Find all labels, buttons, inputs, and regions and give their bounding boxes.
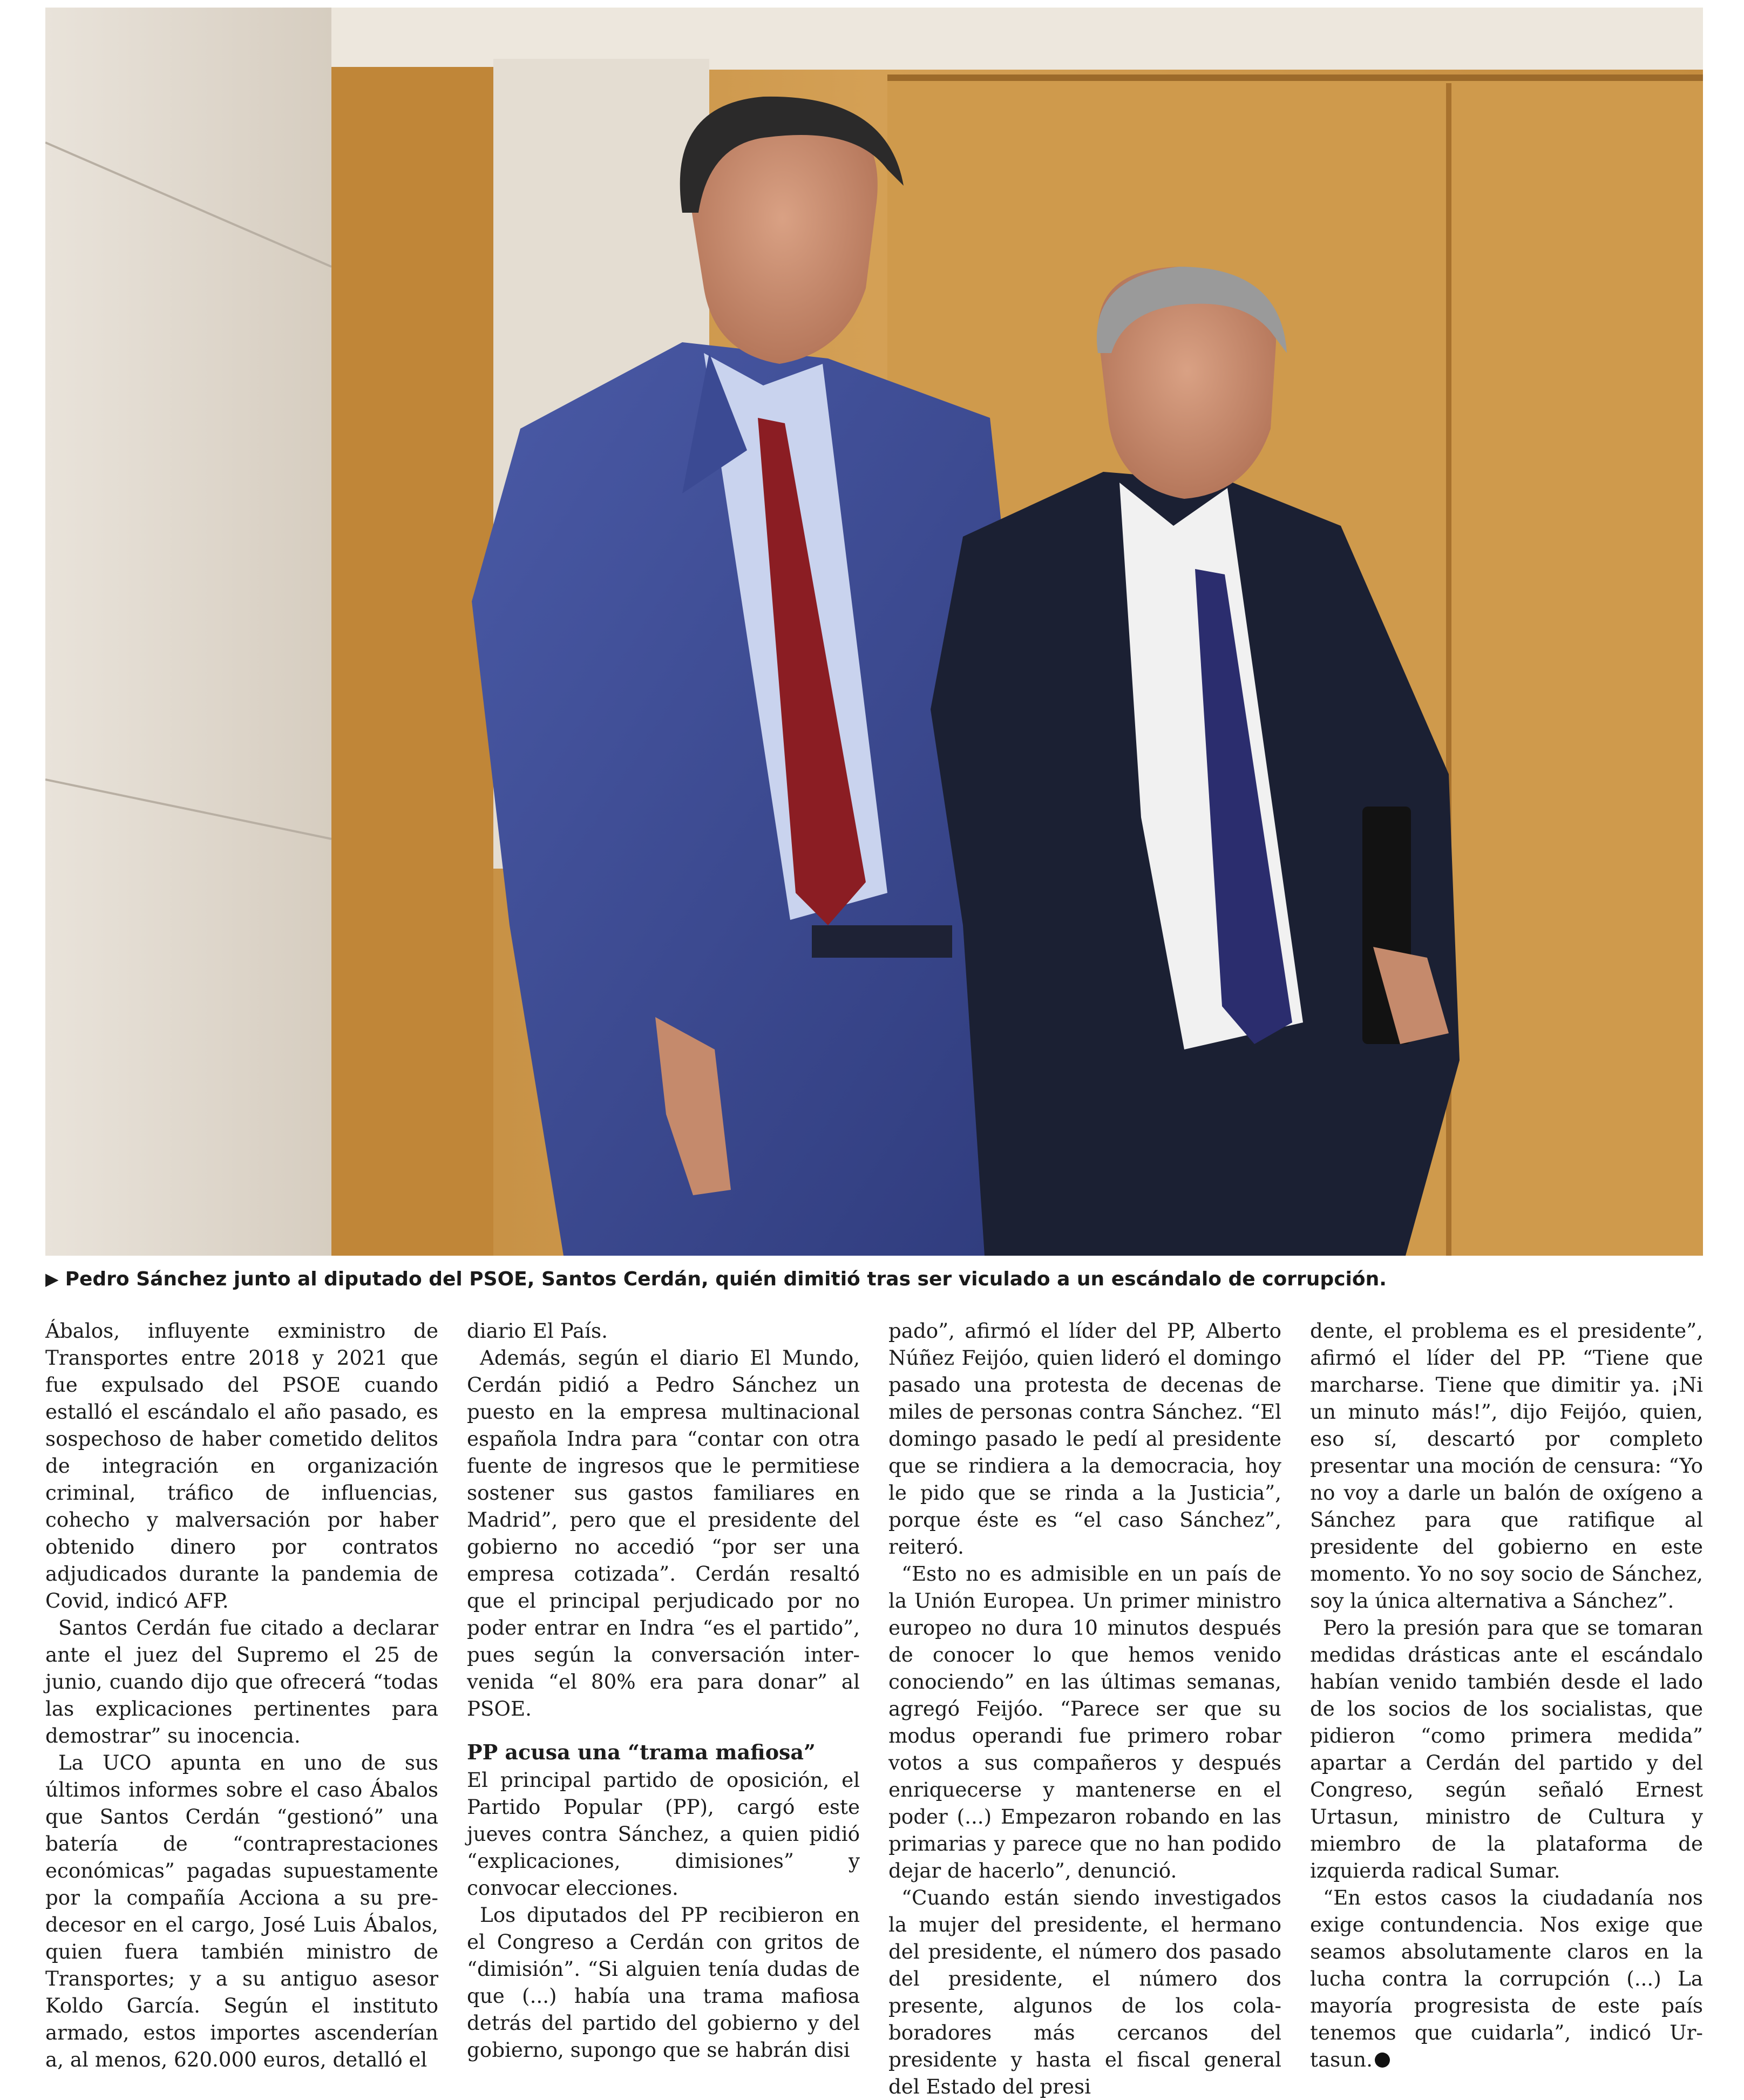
paragraph: La UCO apunta en uno de sus últimos informes sobre el caso Ábalos que Santos Cerdán “gestionó” una batería de “contraprestaciones económicas” pagadas supuestamente por la compañía Acciona a su predecesor en el cargo, José Luis Ábalos, quien fuera también ministro de Transportes; y a su antiguo asesor Koldo García. Según el instituto armado, estos importes ascenderían a, al menos, 620.000 euros, detalló el [45, 1751, 438, 2071]
article-column-2 [467, 1317, 860, 2062]
paragraph: Ábalos, influyente exministro de Transportes entre 2018 y 2021 que fue expulsado del PSOE cuando estalló el escándalo el año pasado, es sospechoso de haber cometido delitos de integración en organización criminal, tráfico de influencias, cohecho y malversación por haber obtenido dinero por contratos adjudicados durante la pandemia de Covid, indicó AFP. [45, 1319, 438, 1613]
paragraph: diario El País. [467, 1319, 608, 1343]
article-column-1 [45, 1317, 438, 2071]
paragraph [1310, 1884, 1703, 2073]
paragraph: El principal partido de oposición, el Partido Popular (PP), cargó este jueves contra Sánchez, a quien pidió “explicaciones, dimisiones” y convocar elecciones. [467, 1768, 860, 1900]
paragraph: pado”, afirmó el líder del PP, Alberto Núñez Feijóo, quien lideró el domingo pasado una protesta de decenas de miles de personas contra Sánchez. “El domingo pasado le pedí al presidente que se rindiera a la democracia, hoy le pido que se rinda a la Justicia”, porque éste es “el caso Sánchez”, reiteró. [888, 1319, 1281, 1559]
end-of-article-icon [1375, 2052, 1390, 2068]
final-paragraph-text: “En estos casos la ciudadanía nos exige contundencia. Nos exige que seamos absolutamente claros en la lucha contra la corrupción (...) La mayoría progresista de este país tenemos que cuidarla”, indicó Urtasun. [1310, 1886, 1703, 2071]
photo-caption [45, 1260, 1703, 1298]
caption-text: Pedro Sánchez junto al diputado del PSOE, Santos Cerdán, quién dimitió tras ser viculado a un escándalo de corrupción. [65, 1268, 1387, 1290]
paragraph: “Cuando están siendo investigados la mujer del presidente, el hermano del presidente, el número dos pasado del presidente, el número dos presente, algunos de los colaboradores más cercanos del presidente y hasta el fiscal general del Estado del presi [888, 1886, 1281, 2098]
caption-arrow-icon: ▶ [45, 1269, 59, 1289]
photo-illustration [45, 8, 1703, 1256]
article-body [45, 1317, 1703, 2098]
paragraph: Santos Cerdán fue citado a declarar ante el juez del Supremo el 25 de junio, cuando dijo que ofrecerá “todas las explicaciones pertinentes para demostrar” su inocencia. [45, 1616, 438, 1747]
news-photo [45, 8, 1703, 1256]
paragraph: “Esto no es admisible en un país de la Unión Europea. Un primer ministro europeo no dura 10 minutos después de conocer lo que hemos venido conociendo” en las últimas semanas, agregó Feijóo. “Parece ser que su modus operandi fue primero robar votos a sus compañeros y después enriquecerse y mantenerse en el poder (...) Empezaron robando en las primarias y parece que no han podido dejar de hacerlo”, denunció. [888, 1562, 1281, 1882]
article-column-4 [1310, 1317, 1703, 2071]
paragraph: dente, el problema es el presidente”, afirmó el líder del PP. “Tiene que marcharse. Tiene que dimitir ya. ¡Ni un minuto más!”, dijo Feijóo, quien, eso sí, descartó por completo presentar una moción de censura: “Yo no voy a darle un balón de oxígeno a Sánchez para que ratifique al presidente del gobierno en este momento. Yo no soy socio de Sánchez, soy la única alternativa a Sánchez”. [1310, 1319, 1703, 1613]
article-column-3 [888, 1317, 1281, 2098]
paragraph: Pero la presión para que se tomaran medidas drásticas ante el escándalo habían venido también desde el lado de los socios de los socialistas, que pidieron “como primera medida” apartar a Cerdán del partido y del Congreso, según señaló Ernest Urtasun, ministro de Cultura y miembro de la plataforma de izquierda radical Sumar. [1310, 1616, 1703, 1882]
subheading: PP acusa una “trama mafiosa” [467, 1740, 816, 1764]
paragraph: Además, según el diario El Mundo, Cerdán pidió a Pedro Sánchez un puesto en la empresa multinacional española Indra para “contar con otra fuente de ingresos que le permitiese sostener sus gastos familiares en Madrid”, pero que el presidente del gobierno no accedió “por ser una empresa cotizada”. Cerdán resaltó que el principal perjudicado por no poder entrar en Indra “es el partido”, pues según la conversación intervenida “el 80% era para donar” al PSOE. [467, 1346, 860, 1720]
paragraph: Los diputados del PP recibieron en el Congreso a Cerdán con gritos de “dimisión”. “Si alguien tenía dudas de que (...) había una trama mafiosa detrás del partido del gobierno y del gobierno, supongo que se habrán disi [467, 1903, 860, 2062]
